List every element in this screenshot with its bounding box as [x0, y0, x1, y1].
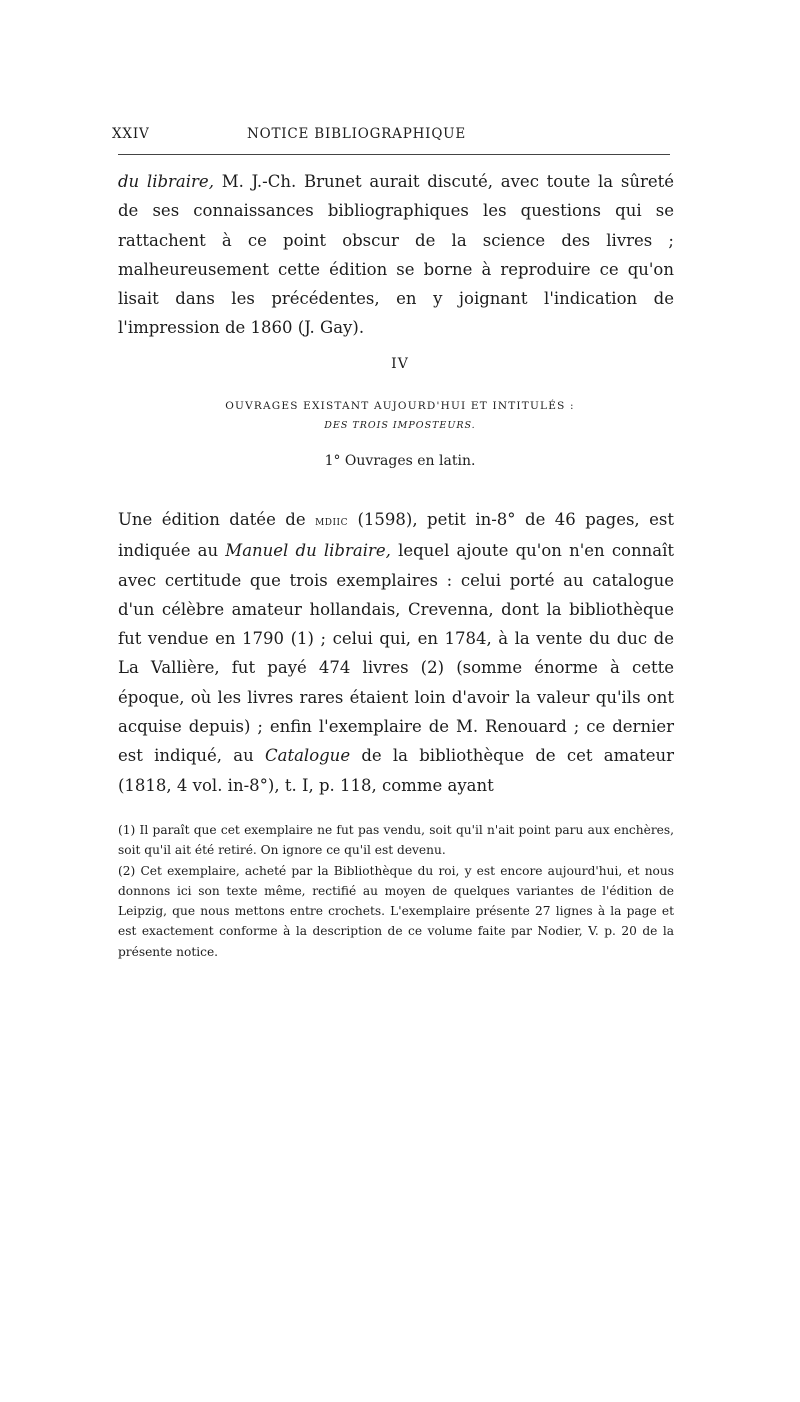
paragraph-continuation — [118, 167, 674, 343]
running-title: NOTICE BIBLIOGRAPHIQUE — [247, 126, 467, 142]
footnote-1: (1) Il paraît que cet exemplaire ne fut pas vendu, soit qu'il n'ait point paru aux enchères, soit qu'il ait été retiré. On ignore ce qu'il est devenu. — [118, 823, 674, 858]
text-run: de la bibliothèque de cet amateur (1818, 4 vol. in-8°), t. I, p. 118, comme ayant — [118, 746, 674, 795]
text-run: lequel ajoute qu'on n'en connaît avec certitude que trois exemplaires : celui porté au catalogue d'un célèbre amateur hollandais, Crevenna, dont la bibliothèque fut vendue en 1790 (1) ; celui qui, en 1784, à la vente du duc de La Vallière, fut payé 474 livres (2) (somme énorme à cette époque, où les livres rares étaient loin d'avoir la valeur qu'ils ont acquise depuis) ; enfin l'exemplaire de M. Renouard ; ce dernier est indiqué, au — [118, 541, 674, 766]
section-number: IV — [391, 356, 409, 372]
subsection-title: 1° Ouvrages en latin. — [324, 453, 476, 469]
text-run: (1598), petit in-8° de 46 pages, est indiquée au — [118, 510, 674, 561]
section-subheading: DES TROIS IMPOSTEURS. — [324, 420, 476, 431]
text-run: Une édition datée de — [118, 510, 316, 529]
section-heading: OUVRAGES EXISTANT AUJOURD'HUI ET INTITULÉS : — [225, 400, 575, 412]
page-header — [112, 126, 672, 148]
footnote-2: (2) Cet exemplaire, acheté par la Bibliothèque du roi, y est encore aujourd'hui, et nous donnons ici son texte même, rectifié au moyen de quelques variantes de l'édition de Leipzig, que nous mettons entre crochets. L'exemplaire présente 27 lignes à la page et est exactement conforme à la description de ce volume faite par Nodier, V. p. 20 de la présente notice. — [118, 863, 674, 959]
italic-title-fragment: du libraire, — [118, 172, 214, 191]
roman-date: mdiic — [315, 514, 348, 529]
italic-title: Catalogue — [264, 746, 351, 766]
italic-title: Manuel du libraire, — [225, 541, 391, 561]
paragraph-text: M. J.-Ch. Brunet aurait discuté, avec toute la sûreté de ses connaissances bibliographiques les questions qui se rattachent à ce point obscur de la science des livres ; malheureusement cette édition se borne à reproduire ce qu'on lisait dans les précédentes, en y joignant l'indication de l'impression de 1860 (J. Gay). — [118, 172, 674, 338]
header-rule — [118, 154, 670, 155]
paragraph-main — [118, 505, 674, 800]
footnotes — [118, 820, 674, 962]
page-number: XXIV — [112, 126, 150, 142]
